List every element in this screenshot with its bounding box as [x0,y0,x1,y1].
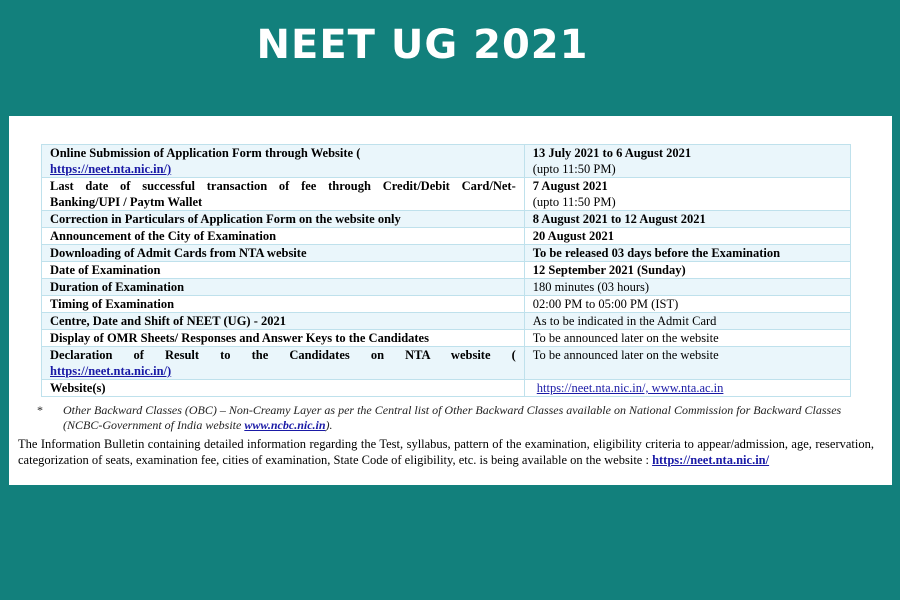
page-title: NEET UG 2021 [256,22,589,68]
row-label: Website(s) [42,380,525,397]
row-label: Last date of successful transaction of fee through Credit/Debit Card/Net- Banking/UPI / Paytm Wallet [42,178,525,211]
table-row [42,330,851,347]
obc-footnote: * Other Backward Classes (OBC) – Non-Creamy Layer as per the Central list of Other Backward Classes available on National Commission for Backward Classes (NCBC-Government of India website www.ncbc.nic.in). [37,403,842,432]
ncbc-link[interactable]: www.ncbc.nic.in [244,418,326,432]
schedule-table [41,144,851,397]
row-label: Downloading of Admit Cards from NTA website [42,245,525,262]
table-row [42,211,851,228]
row-label: Display of OMR Sheets/ Responses and Answer Keys to the Candidates [42,330,525,347]
table-row [42,245,851,262]
row-value: To be released 03 days before the Examination [524,245,850,262]
row-label: Declaration of Result to the Candidates on NTA website ( https://neet.nta.nic.in/) [42,347,525,380]
information-bulletin-text: The Information Bulletin containing detailed information regarding the Test, syllabus, pattern of the examination, eligibility criteria to appear/admission, age, reservation, categorization of seats, examination fee, cities of examination, State Code of eligibility, etc. is being available on the website : https://neet.nta.nic.in/ [18,437,874,467]
row-label: Centre, Date and Shift of NEET (UG) - 2021 [42,313,525,330]
row-value: 02:00 PM to 05:00 PM (IST) [524,296,850,313]
table-row [42,296,851,313]
table-row [42,313,851,330]
row-label: Correction in Particulars of Application Form on the website only [42,211,525,228]
table-row [42,178,851,211]
row-label: Date of Examination [42,262,525,279]
table-row [42,145,851,178]
row-value: 12 September 2021 (Sunday) [524,262,850,279]
footnote-marker: * [37,403,43,417]
row-value: To be announced later on the website [524,347,850,380]
table-row [42,279,851,296]
row-value: 8 August 2021 to 12 August 2021 [524,211,850,228]
row-value: 20 August 2021 [524,228,850,245]
row-value [524,380,850,397]
row-label: Duration of Examination [42,279,525,296]
table-row [42,228,851,245]
row-label: Timing of Examination [42,296,525,313]
row-value: 13 July 2021 to 6 August 2021 (upto 11:50 PM) [524,145,850,178]
row-label: Announcement of the City of Examination [42,228,525,245]
document-panel [9,116,892,485]
neet-website-link[interactable]: https://neet.nta.nic.in/) [50,162,172,176]
neet-website-link[interactable]: https://neet.nta.nic.in/) [50,364,172,378]
row-label: Online Submission of Application Form through Website ( https://neet.nta.nic.in/) [42,145,525,178]
table-row [42,380,851,397]
row-value: As to be indicated in the Admit Card [524,313,850,330]
row-value: To be announced later on the website [524,330,850,347]
table-row [42,262,851,279]
websites-link[interactable]: https://neet.nta.nic.in/, www.nta.ac.in [536,381,724,395]
row-value: 180 minutes (03 hours) [524,279,850,296]
bulletin-website-link[interactable]: https://neet.nta.nic.in/ [652,453,770,467]
row-value: 7 August 2021 (upto 11:50 PM) [524,178,850,211]
table-row [42,347,851,380]
